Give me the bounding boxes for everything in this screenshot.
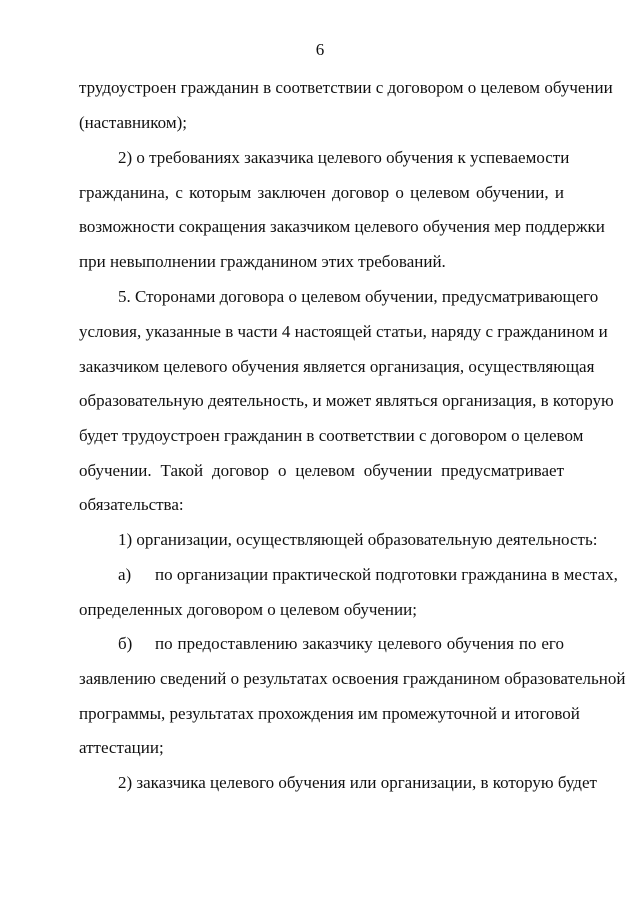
paragraph-line: 5. Сторонами договора о целевом обучении, предусматривающего: [118, 287, 599, 306]
paragraph-line: 2) заказчика целевого обучения или организации, в которую будет: [118, 773, 597, 792]
paragraph-line: 1) организации, осуществляющей образовательную деятельность:: [118, 530, 598, 549]
text-line: (наставником);: [79, 113, 187, 132]
text-line: будет трудоустроен гражданин в соответствии с договором о целевом: [79, 426, 584, 445]
list-item-line: по организации практической подготовки гражданина в местах,: [155, 565, 618, 584]
list-marker-b: б): [118, 634, 133, 653]
list-marker-a: а): [118, 565, 132, 584]
paragraph-line: 2) о требованиях заказчика целевого обучения к успеваемости: [118, 148, 570, 167]
text-line: заявлению сведений о результатах освоения гражданином образовательной: [79, 669, 626, 688]
text-line: обучении. Такой договор о целевом обучении предусматривает: [79, 461, 564, 480]
text-line: возможности сокращения заказчиком целевого обучения мер поддержки: [79, 217, 605, 236]
text-line: заказчиком целевого обучения является организация, осуществляющая: [79, 357, 595, 376]
text-line: обязательства:: [79, 495, 184, 514]
text-line: аттестации;: [79, 738, 164, 757]
list-item-line: по предоставлению заказчику целевого обучения по его: [155, 634, 564, 653]
text-line: при невыполнении гражданином этих требований.: [79, 252, 446, 271]
text-line: программы, результатах прохождения им промежуточной и итоговой: [79, 704, 580, 723]
text-line: условия, указанные в части 4 настоящей статьи, наряду с гражданином и: [79, 322, 608, 341]
text-line: гражданина, с которым заключен договор о целевом обучении, и: [79, 183, 564, 202]
text-line: образовательную деятельность, и может являться организация, в которую: [79, 391, 614, 410]
text-line: определенных договором о целевом обучении;: [79, 600, 417, 619]
text-line: трудоустроен гражданин в соответствии с договором о целевом обучении: [79, 78, 613, 97]
page-number: 6: [315, 40, 325, 59]
